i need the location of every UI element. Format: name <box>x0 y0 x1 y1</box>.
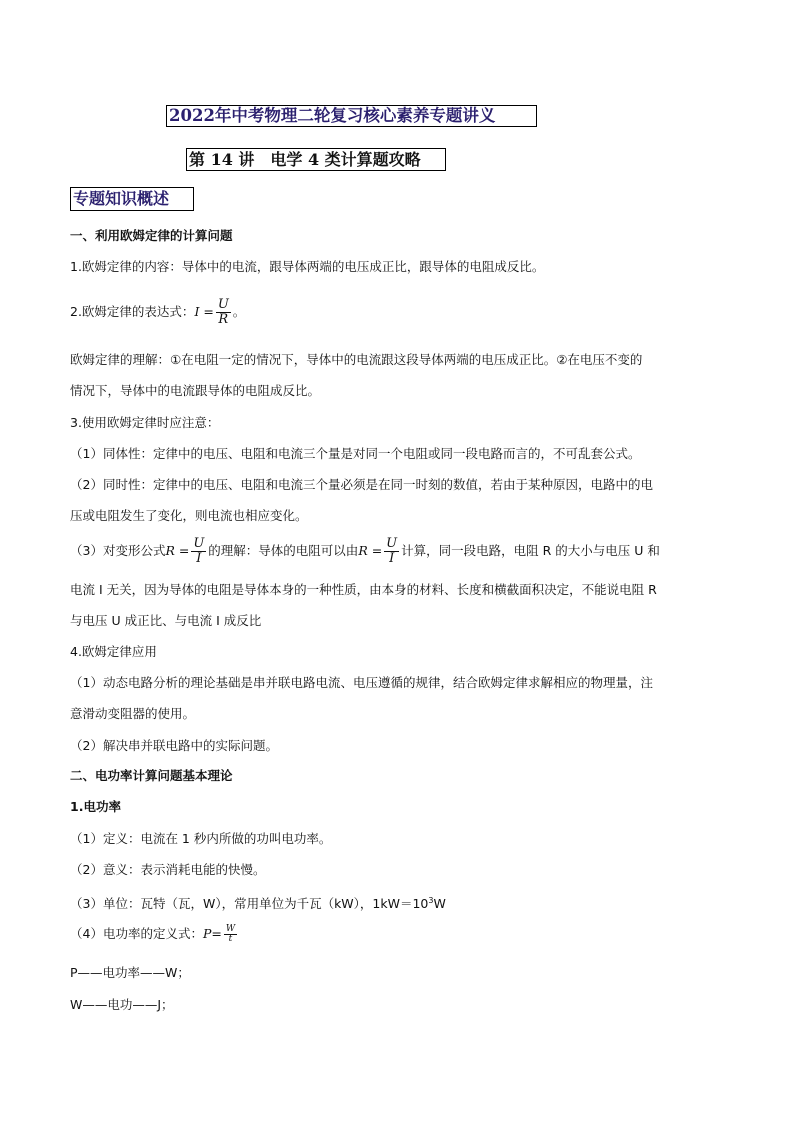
fraction-denominator: I <box>389 551 395 566</box>
text-line: 欧姆定律的理解：①在电阻一定的情况下，导体中的电流跟这段导体两端的电压成正比。②在电压不变的 <box>70 352 643 367</box>
text-line: 电流 I 无关，因为导体的电阻是导体本身的一种性质，由本身的材料、长度和横截面积决定，不能说电阻 R <box>70 582 657 597</box>
fraction-denominator: R <box>218 312 229 327</box>
fraction-numerator: W <box>225 924 236 934</box>
text-line: （2）意义：表示消耗电能的快慢。 <box>70 862 266 877</box>
text-span: （3）对变形公式 <box>70 543 166 558</box>
text-line: 3.使用欧姆定律时应注意： <box>70 415 220 430</box>
text-span: （3）单位：瓦特（瓦，W），常用单位为千瓦（kW），1kW＝10 <box>70 896 429 912</box>
text-line: W——电功——J； <box>70 997 174 1012</box>
fraction-numerator: U <box>386 536 398 551</box>
heading-electric-power: 二、电功率计算问题基本理论 <box>70 768 233 783</box>
text-line: 情况下，导体中的电流跟导体的电阻成反比。 <box>70 383 321 398</box>
text-line: 1.欧姆定律的内容：导体中的电流，跟导体两端的电压成正比，跟导体的电阻成反比。 <box>70 259 545 274</box>
text-line: 意滑动变阻器的使用。 <box>70 706 196 721</box>
text-line: （2）解决串并联电路中的实际问题。 <box>70 738 278 753</box>
text-line <box>70 893 446 912</box>
text-span: （4）电功率的定义式： <box>70 926 203 941</box>
text-span: 的理解：导体的电阻可以由 <box>208 543 359 558</box>
text-span: 计算，同一段电路，电阻 R 的大小与电压 U 和 <box>401 543 660 558</box>
fraction-denominator: t <box>228 934 233 944</box>
text-line: 与电压 U 成正比、与电流 I 成反比 <box>70 613 262 628</box>
text-line: 4.欧姆定律应用 <box>70 644 157 659</box>
document-title: 2022年中考物理二轮复习核心素养专题讲义 <box>166 105 537 127</box>
fraction-w-over-t <box>224 925 237 944</box>
lecture-title: 第 14 讲 电学 4 类计算题攻略 <box>186 148 446 171</box>
superscript: 3 <box>428 896 434 905</box>
text-line: 压或电阻发生了变化，则电流也相应变化。 <box>70 508 308 523</box>
fraction-denominator: I <box>196 551 202 566</box>
fraction-u-over-i <box>191 537 206 566</box>
text-line: （1）定义：电流在 1 秒内所做的功叫电功率。 <box>70 831 332 846</box>
fraction-numerator: U <box>193 536 205 551</box>
text-line: （1）同体性：定律中的电压、电阻和电流三个量是对同一个电阻或同一段电路而言的，不可乱套公式。 <box>70 446 641 461</box>
formula-line <box>70 925 239 944</box>
formula-line <box>70 537 660 566</box>
fraction-numerator: U <box>217 297 229 312</box>
heading-ohms-law: 一、利用欧姆定律的计算问题 <box>70 228 233 243</box>
formula-lhs: I = <box>194 304 214 319</box>
section-heading-box: 专题知识概述 <box>70 187 194 211</box>
fraction-u-over-r <box>216 298 231 327</box>
text-line: （2）同时性：定律中的电压、电阻和电流三个量必须是在同一时刻的数值，若由于某种原因，电路中的电 <box>70 477 653 492</box>
formula-lhs: R = <box>165 543 190 558</box>
text-line: （1）动态电路分析的理论基础是串并联电路电流、电压遵循的规律，结合欧姆定律求解相应的物理量，注 <box>70 675 653 690</box>
subheading-electric-power: 1.电功率 <box>70 799 121 814</box>
fraction-u-over-i <box>384 537 399 566</box>
text-line: P——电功率——W； <box>70 965 190 980</box>
text-span: W <box>433 896 446 912</box>
formula-line <box>70 298 245 327</box>
text-span: 。 <box>232 304 246 319</box>
formula-lhs: P= <box>202 926 222 941</box>
formula-lhs: R = <box>358 543 383 558</box>
text-span: 2.欧姆定律的表达式： <box>70 304 195 319</box>
